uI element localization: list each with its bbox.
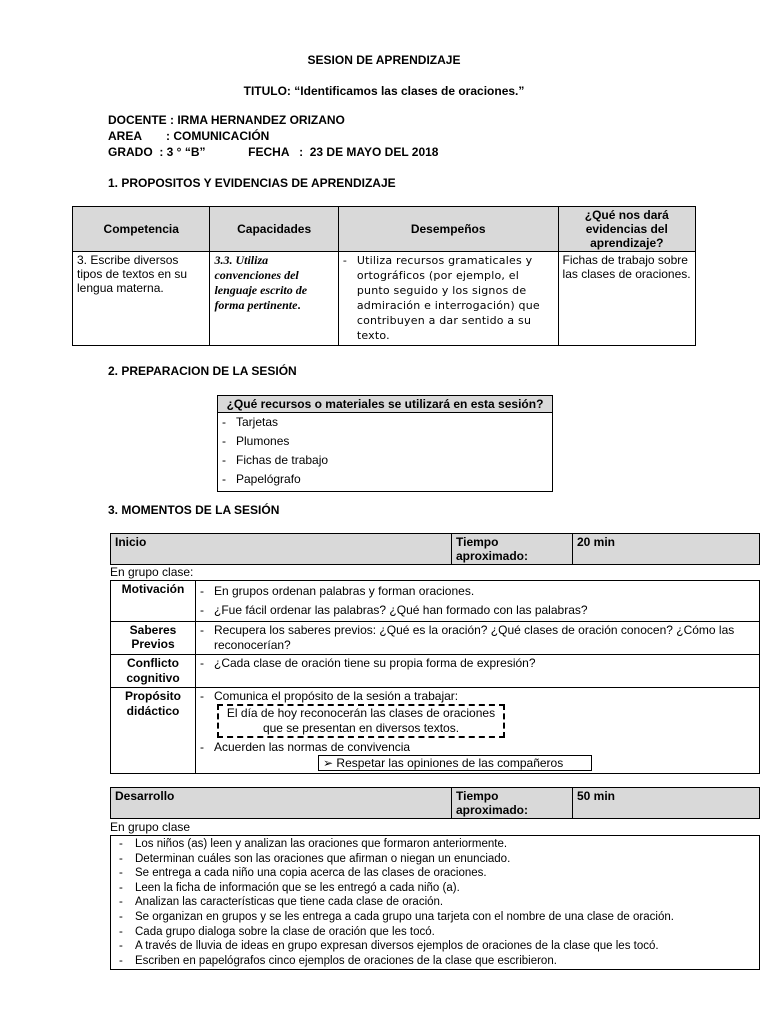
capacidad-cell: 3.3. Utiliza convenciones del lenguaje escrito de forma pertinente. <box>210 252 338 346</box>
inicio-header <box>110 533 760 565</box>
list-item: - Cada grupo dialoga sobre la clase de oración que les tocó. <box>119 925 435 938</box>
purposes-table <box>72 206 696 346</box>
area-line: AREA : COMUNICACIÓN <box>108 129 270 143</box>
list-item: - Los niños (as) leen y analizan las oraciones que formaron anteriormente. <box>119 838 508 850</box>
motivacion-cell: - En grupos ordenan palabras y forman oraciones. - ¿Fue fácil ordenar las palabras? ¿Qué han formado con las palabras? <box>196 581 760 622</box>
arrow-icon: ➢ <box>323 756 334 770</box>
grado-value: 3 ° “B” <box>166 145 206 159</box>
norma-item-box: ➢ Respetar las opiniones de las compañeros <box>318 755 592 771</box>
proposito-label: Propósito didáctico <box>111 688 196 774</box>
list-item: - Analizan las características que tiene cada clase de oración. <box>119 896 444 909</box>
conflicto-label: Conflicto cognitivo <box>111 655 196 688</box>
material-item: - Plumones <box>222 434 290 448</box>
desarrollo-tiempo: 50 min <box>573 788 760 819</box>
proposito-cell: - Comunica el propósito de la sesión a trabajar: El día de hoy reconocerán las clases de oraciones que se presentan en diversos textos. - Acuerden las normas de convivencia ➢ Respetar las opiniones de las compañeros <box>196 688 760 774</box>
list-item: - Se entrega a cada niño una copia acerca de las clases de oraciones. <box>119 867 487 880</box>
material-item: - Papelógrafo <box>222 472 301 486</box>
grado-line: GRADO : 3 ° “B” FECHA : 23 DE MAYO DEL 2018 <box>108 145 439 159</box>
lesson-title: TITULO: “Identificamos las clases de oraciones.” <box>243 84 525 98</box>
proposito-box: El día de hoy reconocerán las clases de oraciones que se presentan en diversos textos. <box>217 704 505 738</box>
material-item: - Fichas de trabajo <box>222 453 329 467</box>
motivacion-label: Motivación <box>111 581 196 622</box>
list-item: - Se organizan en grupos y se les entrega a cada grupo una tarjeta con el nombre de una clase de oración. <box>119 910 674 923</box>
desarrollo-label: Desarrollo <box>111 788 452 819</box>
section2-heading: 2. PREPARACION DE LA SESIÓN <box>108 364 297 378</box>
inicio-grupo: En grupo clase: <box>110 565 194 579</box>
inicio-label: Inicio <box>111 534 452 565</box>
section3-heading: 3. MOMENTOS DE LA SESIÓN <box>108 503 280 517</box>
docente-value: IRMA HERNANDEZ ORIZANO <box>177 113 345 127</box>
docente-line: DOCENTE : IRMA HERNANDEZ ORIZANO <box>108 113 345 127</box>
desempeno-cell: - Utiliza recursos gramaticales y ortográficos (por ejemplo, el punto seguido y los signos de admiración e interrogación) que contribuyen a dar sentido a su texto. <box>338 252 558 346</box>
area-value: COMUNICACIÓN <box>173 129 270 143</box>
desarrollo-list <box>113 837 757 968</box>
section1-heading: 1. PROPOSITOS Y EVIDENCIAS DE APRENDIZAJE <box>108 176 396 190</box>
col-capacidades: Capacidades <box>210 207 338 252</box>
list-item: - A través de lluvia de ideas en grupo expresan diversos ejemplos de oraciones de la clase que les tocó. <box>119 940 659 953</box>
lesson-title-text: “Identificamos las clases de oraciones.” <box>294 84 525 98</box>
inicio-tiempo: 20 min <box>573 534 760 565</box>
saberes-cell: - Recupera los saberes previos: ¿Qué es la oración? ¿Qué clases de oración conocen? ¿Cómo las reconocerían? <box>196 622 760 655</box>
materials-table <box>217 395 553 492</box>
competencia-cell: 3. Escribe diversos tipos de textos en su lengua materna. <box>73 252 210 346</box>
col-competencia: Competencia <box>73 207 210 252</box>
inicio-tiempo-label: Tiempo aproximado: <box>452 534 573 565</box>
material-item: - Tarjetas <box>222 415 279 429</box>
desarrollo-table <box>110 835 760 970</box>
materials-list <box>218 413 553 492</box>
materials-question: ¿Qué recursos o materiales se utilizará en esta sesión? <box>218 396 553 413</box>
saberes-label: Saberes Previos <box>111 622 196 655</box>
desarrollo-header <box>110 787 760 819</box>
conflicto-cell: - ¿Cada clase de oración tiene su propia forma de expresión? <box>196 655 760 688</box>
col-evidencias: ¿Qué nos dará evidencias del aprendizaje? <box>558 207 695 252</box>
list-item: - Leen la ficha de información que se les entregó a cada niño (a). <box>119 881 460 894</box>
desarrollo-grupo: En grupo clase <box>110 820 191 834</box>
fecha-label: FECHA <box>248 145 290 159</box>
col-desempenos: Desempeños <box>338 207 558 252</box>
inicio-table <box>110 580 760 774</box>
desarrollo-tiempo-label: Tiempo aproximado: <box>452 788 573 819</box>
session-title: SESION DE APRENDIZAJE <box>307 53 461 67</box>
list-item: - Determinan cuáles son las oraciones que afirman o niegan un enunciado. <box>119 852 511 865</box>
fecha-value: 23 DE MAYO DEL 2018 <box>309 145 439 159</box>
evidencia-cell: Fichas de trabajo sobre las clases de oraciones. <box>558 252 695 346</box>
list-item: - Escriben en papelógrafos cinco ejemplos de oraciones de la clase que escribieron. <box>119 954 557 967</box>
